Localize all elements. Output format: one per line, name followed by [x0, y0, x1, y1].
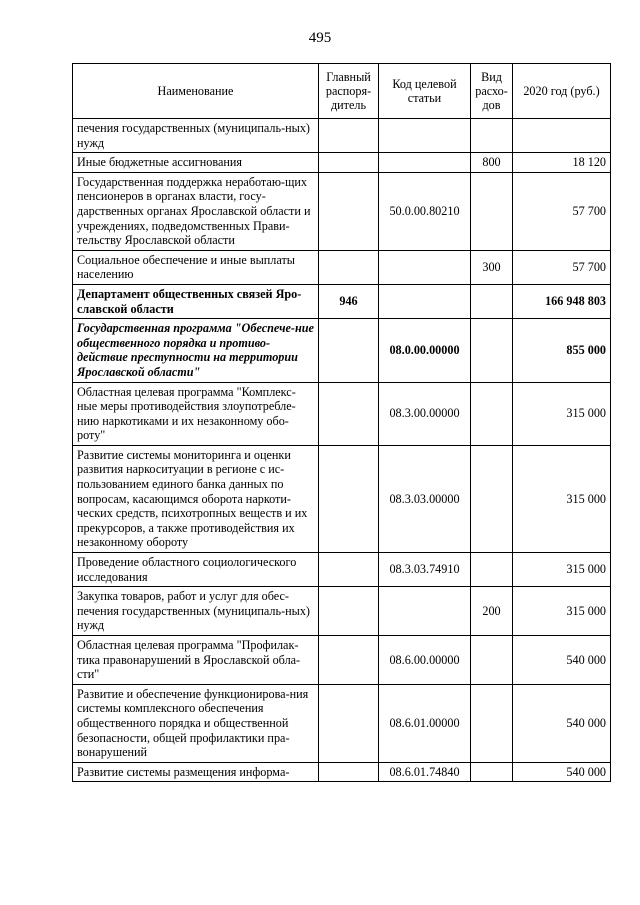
- cell-code: 08.6.01.74840: [379, 762, 471, 782]
- cell-chief: [319, 319, 379, 382]
- cell-chief: [319, 119, 379, 153]
- table-row: [73, 762, 611, 782]
- cell-code: [379, 119, 471, 153]
- cell-code: 08.3.00.00000: [379, 382, 471, 445]
- cell-chief: [319, 553, 379, 587]
- cell-kind: [471, 684, 513, 762]
- cell-amount: 57 700: [513, 250, 611, 284]
- table-row: [73, 250, 611, 284]
- table-row: [73, 284, 611, 318]
- page-number: 495: [308, 30, 332, 46]
- cell-amount: 315 000: [513, 382, 611, 445]
- table-row: [73, 636, 611, 685]
- cell-name: Проведение областного социологического исследования: [73, 553, 319, 587]
- cell-kind: [471, 382, 513, 445]
- table-row: [73, 445, 611, 552]
- cell-kind: [471, 172, 513, 250]
- table-row: [73, 553, 611, 587]
- cell-amount: 315 000: [513, 587, 611, 636]
- cell-chief: 946: [319, 284, 379, 318]
- cell-name: Областная целевая программа "Профилак-тика правонарушений в Ярославской обла-сти": [73, 636, 319, 685]
- cell-name: Развитие и обеспечение функционирова-ния системы комплексного обеспечения общественного порядка и общественной безопасности, общей профилактики пра-вонарушений: [73, 684, 319, 762]
- cell-amount: 57 700: [513, 172, 611, 250]
- cell-name: Развитие системы размещения информа-: [73, 762, 319, 782]
- header-chief: Главный распоря-дитель: [319, 64, 379, 119]
- cell-kind: [471, 636, 513, 685]
- table-row: [73, 684, 611, 762]
- cell-chief: [319, 382, 379, 445]
- cell-amount: 315 000: [513, 553, 611, 587]
- header-name: Наименование: [73, 64, 319, 119]
- cell-kind: 200: [471, 587, 513, 636]
- table-body: [73, 119, 611, 782]
- cell-name: Закупка товаров, работ и услуг для обес-печения государственных (муниципаль-ных) нужд: [73, 587, 319, 636]
- table-row: [73, 172, 611, 250]
- cell-code: 50.0.00.80210: [379, 172, 471, 250]
- cell-name: Социальное обеспечение и иные выплаты населению: [73, 250, 319, 284]
- cell-chief: [319, 250, 379, 284]
- cell-chief: [319, 153, 379, 173]
- cell-amount: 540 000: [513, 636, 611, 685]
- cell-amount: 18 120: [513, 153, 611, 173]
- header-code: Код целевой статьи: [379, 64, 471, 119]
- cell-amount: 540 000: [513, 762, 611, 782]
- cell-name: Департамент общественных связей Яро-славской области: [73, 284, 319, 318]
- cell-chief: [319, 172, 379, 250]
- cell-name: Развитие системы мониторинга и оценки развития наркоситуации в регионе с ис-пользованием единого банка данных по вопросам, касающимся оборота наркоти-ческих средств, психотропных веществ и их прекурсоров, а также противодействия их незаконному обороту: [73, 445, 319, 552]
- cell-amount: [513, 119, 611, 153]
- cell-kind: [471, 284, 513, 318]
- cell-code: [379, 587, 471, 636]
- cell-chief: [319, 684, 379, 762]
- cell-code: [379, 284, 471, 318]
- table-row: [73, 319, 611, 382]
- header-kind: Вид расхо-дов: [471, 64, 513, 119]
- header-amount: 2020 год (руб.): [513, 64, 611, 119]
- cell-kind: [471, 762, 513, 782]
- cell-kind: [471, 553, 513, 587]
- budget-table: [72, 63, 611, 782]
- cell-code: 08.3.03.74910: [379, 553, 471, 587]
- cell-kind: 800: [471, 153, 513, 173]
- cell-chief: [319, 762, 379, 782]
- cell-code: [379, 153, 471, 173]
- cell-amount: 166 948 803: [513, 284, 611, 318]
- cell-code: [379, 250, 471, 284]
- cell-name: Иные бюджетные ассигнования: [73, 153, 319, 173]
- table-row: [73, 119, 611, 153]
- table-row: [73, 587, 611, 636]
- cell-code: 08.6.00.00000: [379, 636, 471, 685]
- cell-amount: 855 000: [513, 319, 611, 382]
- cell-amount: 540 000: [513, 684, 611, 762]
- cell-amount: 315 000: [513, 445, 611, 552]
- cell-chief: [319, 587, 379, 636]
- cell-kind: 300: [471, 250, 513, 284]
- cell-chief: [319, 445, 379, 552]
- cell-kind: [471, 319, 513, 382]
- cell-code: 08.3.03.00000: [379, 445, 471, 552]
- cell-name: Государственная программа "Обеспече-ние общественного порядка и противо-действие преступности на территории Ярославской области": [73, 319, 319, 382]
- table-row: [73, 153, 611, 173]
- cell-code: 08.0.00.00000: [379, 319, 471, 382]
- table-row: [73, 382, 611, 445]
- table-header-row: [73, 64, 611, 119]
- cell-kind: [471, 119, 513, 153]
- cell-name: Областная целевая программа "Комплекс-ные меры противодействия злоупотребле-нию наркотиками и их незаконному обо-роту": [73, 382, 319, 445]
- cell-name: Государственная поддержка неработаю-щих пенсионеров в органах власти, госу-дарственных органах Ярославской области и учреждениях, подведомственных Прави-тельству Ярославской области: [73, 172, 319, 250]
- cell-kind: [471, 445, 513, 552]
- cell-code: 08.6.01.00000: [379, 684, 471, 762]
- cell-chief: [319, 636, 379, 685]
- cell-name: печения государственных (муниципаль-ных) нужд: [73, 119, 319, 153]
